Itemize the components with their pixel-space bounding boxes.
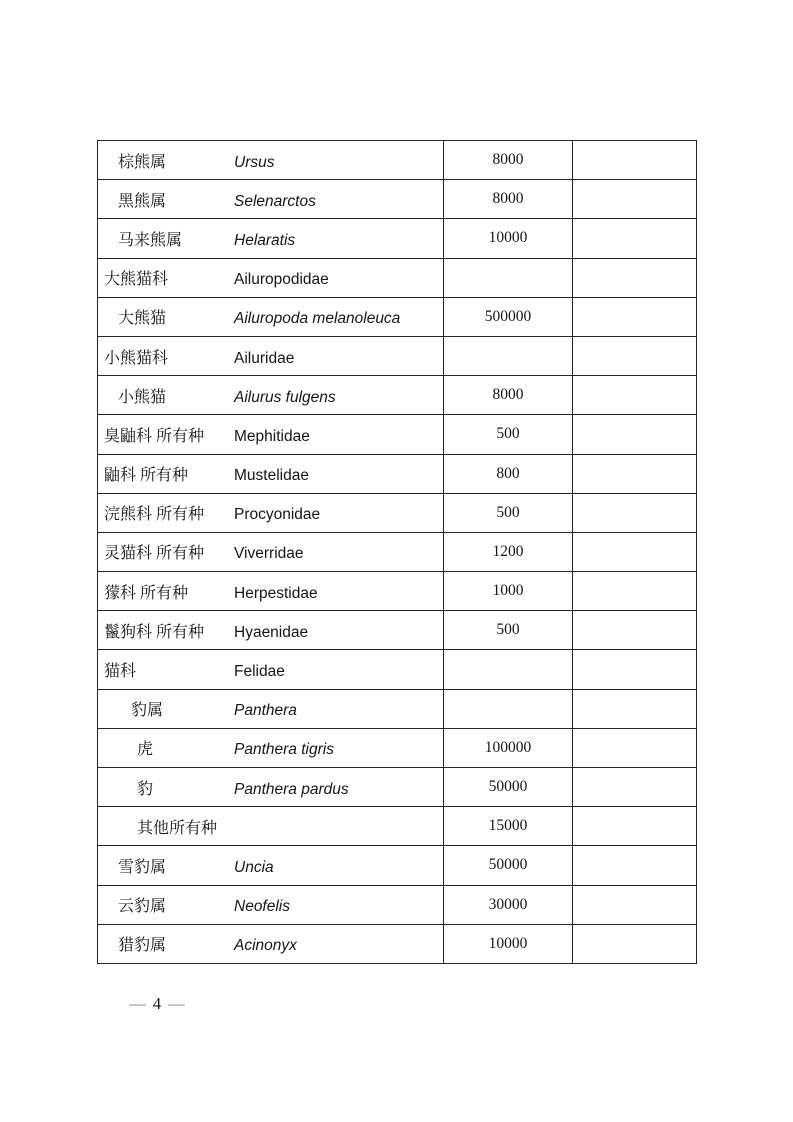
table-row xyxy=(98,728,697,767)
quantity-cell xyxy=(444,689,573,728)
chinese-name: 雪豹属 xyxy=(118,858,167,876)
name-cell xyxy=(98,493,444,532)
latin-name: Panthera tigris xyxy=(234,741,334,759)
latin-name: Panthera pardus xyxy=(234,780,349,798)
table-row xyxy=(98,180,697,219)
name-cell xyxy=(98,689,444,728)
notes-cell xyxy=(573,924,697,963)
notes-cell xyxy=(573,768,697,807)
latin-name: Ursus xyxy=(234,153,275,171)
table-row xyxy=(98,572,697,611)
notes-cell xyxy=(573,572,697,611)
table-row xyxy=(98,297,697,336)
quantity-cell: 50000 xyxy=(444,846,573,885)
notes-cell xyxy=(573,180,697,219)
species-table-body xyxy=(98,141,697,964)
table-row xyxy=(98,768,697,807)
latin-name: Helaratis xyxy=(234,231,296,249)
page-footer xyxy=(97,994,217,1014)
notes-cell xyxy=(573,689,697,728)
notes-cell xyxy=(573,650,697,689)
chinese-name: 鼬科 所有种 xyxy=(104,467,189,485)
notes-cell xyxy=(573,493,697,532)
quantity-cell: 30000 xyxy=(444,885,573,924)
chinese-name: 鬣狗科 所有种 xyxy=(104,623,205,641)
quantity-cell: 8000 xyxy=(444,141,573,180)
notes-cell xyxy=(573,807,697,846)
quantity-cell: 8000 xyxy=(444,180,573,219)
chinese-name: 云豹属 xyxy=(118,898,167,916)
name-cell xyxy=(98,572,444,611)
footer-dash-left: — xyxy=(129,994,146,1013)
quantity-cell: 1000 xyxy=(444,572,573,611)
name-cell xyxy=(98,219,444,258)
name-cell xyxy=(98,141,444,180)
chinese-name: 灵猫科 所有种 xyxy=(104,545,205,563)
latin-name: Hyaenidae xyxy=(234,623,309,641)
species-table xyxy=(97,140,697,964)
chinese-name: 浣熊科 所有种 xyxy=(104,506,205,524)
notes-cell xyxy=(573,532,697,571)
name-cell xyxy=(98,846,444,885)
table-row xyxy=(98,611,697,650)
quantity-cell: 500 xyxy=(444,611,573,650)
table-row xyxy=(98,336,697,375)
name-cell xyxy=(98,454,444,493)
chinese-name: 小熊猫 xyxy=(118,388,167,406)
chinese-name: 虎 xyxy=(137,741,154,759)
name-cell xyxy=(98,611,444,650)
latin-name: Ailuropodidae xyxy=(234,271,329,289)
table-row xyxy=(98,258,697,297)
quantity-cell: 10000 xyxy=(444,219,573,258)
latin-name: Ailurus fulgens xyxy=(234,388,336,406)
notes-cell xyxy=(573,846,697,885)
chinese-name: 獴科 所有种 xyxy=(104,584,189,602)
chinese-name: 小熊猫科 xyxy=(104,349,169,367)
latin-name: Herpestidae xyxy=(234,584,318,602)
quantity-cell xyxy=(444,336,573,375)
latin-name: Acinonyx xyxy=(234,937,297,955)
quantity-cell: 800 xyxy=(444,454,573,493)
name-cell xyxy=(98,728,444,767)
quantity-cell: 100000 xyxy=(444,728,573,767)
page-number: 4 xyxy=(152,994,162,1013)
chinese-name: 豹属 xyxy=(131,702,164,720)
latin-name: Viverridae xyxy=(234,545,304,563)
table-row xyxy=(98,532,697,571)
chinese-name: 臭鼬科 所有种 xyxy=(104,427,205,445)
table-row xyxy=(98,650,697,689)
name-cell xyxy=(98,258,444,297)
table-row xyxy=(98,924,697,963)
name-cell xyxy=(98,924,444,963)
latin-name: Felidae xyxy=(234,663,285,681)
chinese-name: 黑熊属 xyxy=(118,192,167,210)
name-cell xyxy=(98,297,444,336)
quantity-cell: 8000 xyxy=(444,376,573,415)
chinese-name: 棕熊属 xyxy=(118,153,167,171)
table-row xyxy=(98,885,697,924)
table-row xyxy=(98,141,697,180)
latin-name: Uncia xyxy=(234,858,274,876)
quantity-cell: 500 xyxy=(444,415,573,454)
notes-cell xyxy=(573,611,697,650)
quantity-cell xyxy=(444,650,573,689)
quantity-cell: 15000 xyxy=(444,807,573,846)
name-cell xyxy=(98,376,444,415)
notes-cell xyxy=(573,454,697,493)
quantity-cell: 500000 xyxy=(444,297,573,336)
quantity-cell: 500 xyxy=(444,493,573,532)
table-row xyxy=(98,493,697,532)
notes-cell xyxy=(573,885,697,924)
notes-cell xyxy=(573,219,697,258)
table-row xyxy=(98,807,697,846)
table-row xyxy=(98,219,697,258)
notes-cell xyxy=(573,336,697,375)
name-cell xyxy=(98,885,444,924)
chinese-name: 大熊猫科 xyxy=(104,271,169,289)
quantity-cell xyxy=(444,258,573,297)
chinese-name: 豹 xyxy=(137,780,154,798)
chinese-name: 其他所有种 xyxy=(137,819,218,837)
quantity-cell: 50000 xyxy=(444,768,573,807)
name-cell xyxy=(98,180,444,219)
latin-name: Procyonidae xyxy=(234,506,321,524)
table-row xyxy=(98,846,697,885)
name-cell xyxy=(98,336,444,375)
name-cell xyxy=(98,768,444,807)
chinese-name: 猎豹属 xyxy=(118,937,167,955)
notes-cell xyxy=(573,297,697,336)
latin-name: Mustelidae xyxy=(234,467,309,485)
name-cell xyxy=(98,532,444,571)
name-cell xyxy=(98,650,444,689)
quantity-cell: 10000 xyxy=(444,924,573,963)
chinese-name: 马来熊属 xyxy=(118,231,183,249)
chinese-name: 猫科 xyxy=(104,663,137,681)
notes-cell xyxy=(573,141,697,180)
chinese-name: 大熊猫 xyxy=(118,310,167,328)
latin-name: Neofelis xyxy=(234,898,290,916)
notes-cell xyxy=(573,415,697,454)
notes-cell xyxy=(573,728,697,767)
notes-cell xyxy=(573,258,697,297)
table-row xyxy=(98,689,697,728)
latin-name: Panthera xyxy=(234,702,297,720)
latin-name: Ailuridae xyxy=(234,349,295,367)
quantity-cell: 1200 xyxy=(444,532,573,571)
table-row xyxy=(98,454,697,493)
table-row xyxy=(98,376,697,415)
footer-dash-right: — xyxy=(168,994,185,1013)
name-cell xyxy=(98,415,444,454)
latin-name: Ailuropoda melanoleuca xyxy=(234,310,401,328)
latin-name: Mephitidae xyxy=(234,427,310,445)
table-row xyxy=(98,415,697,454)
latin-name: Selenarctos xyxy=(234,192,316,210)
notes-cell xyxy=(573,376,697,415)
name-cell xyxy=(98,807,444,846)
